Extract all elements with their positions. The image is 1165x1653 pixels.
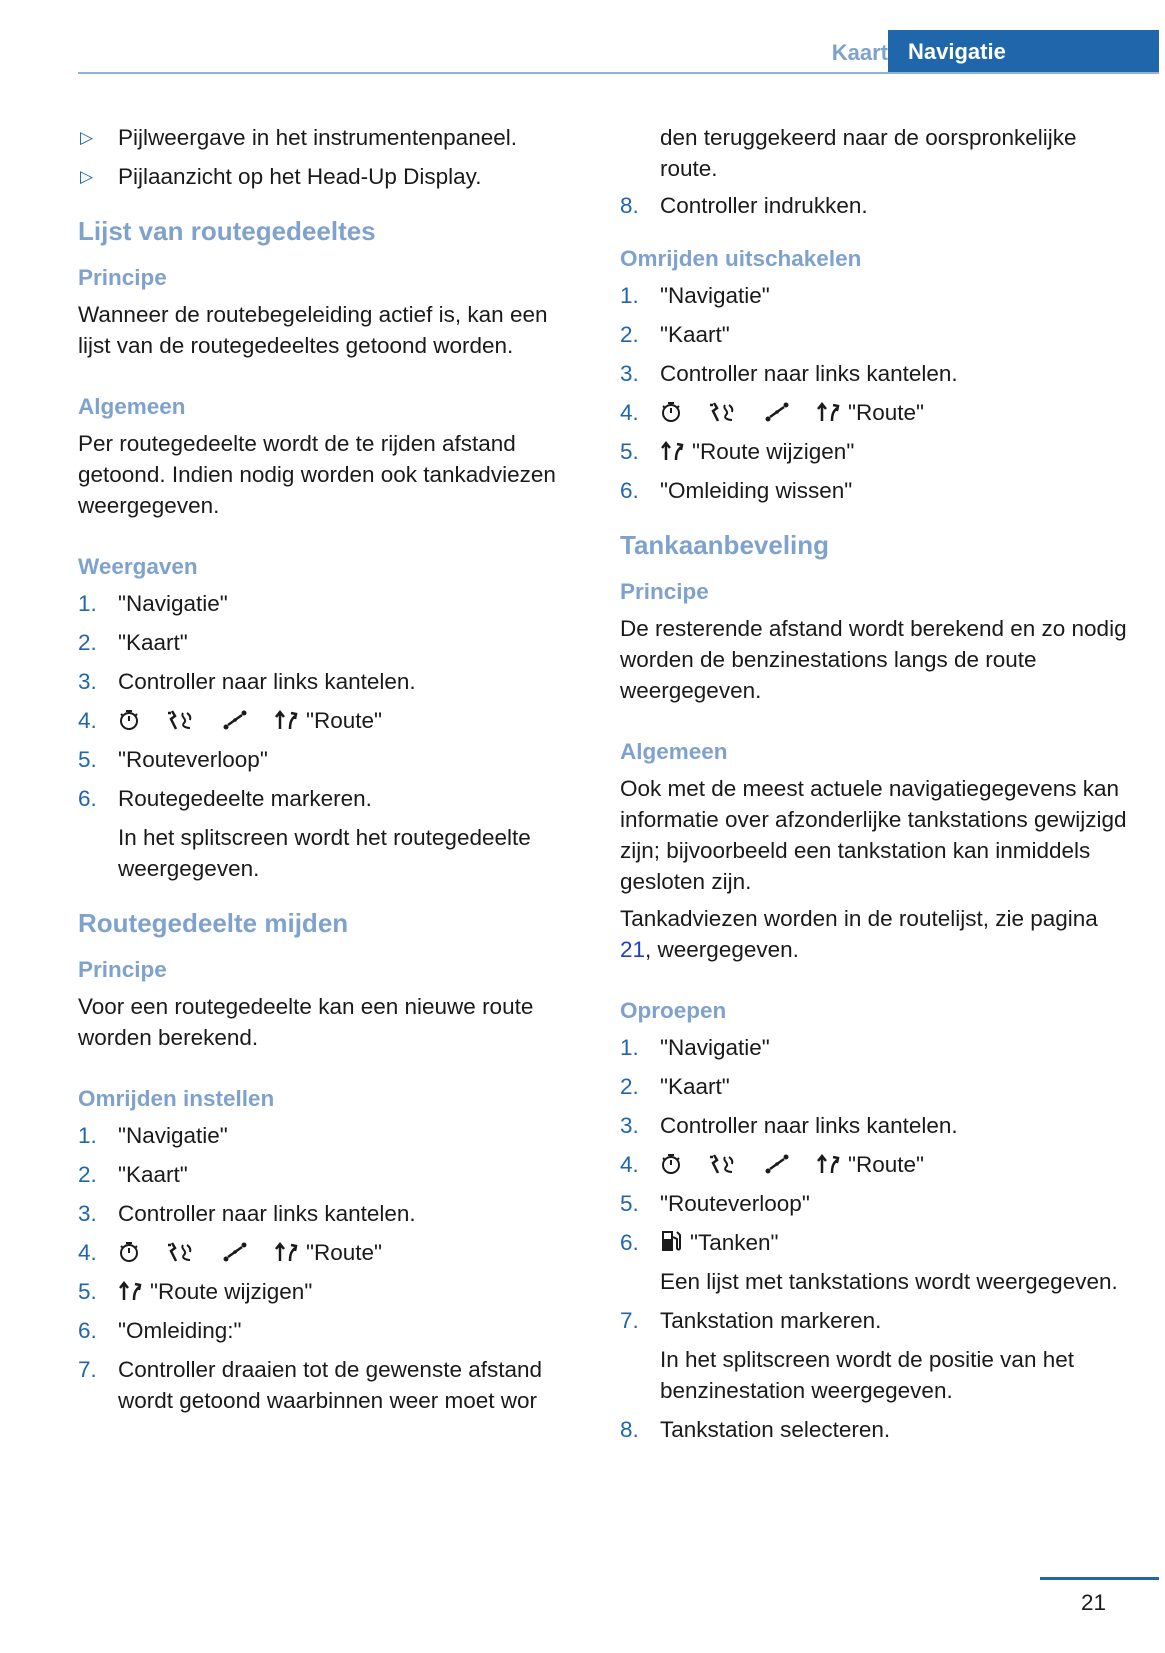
step-number: 1.: [78, 591, 97, 616]
step-item: [620, 397, 1130, 428]
step-number: 3.: [78, 1201, 97, 1226]
steps-list: [78, 588, 583, 884]
step-text: Tankstation selecteren.: [660, 1417, 891, 1442]
step-subtext: In het splitscreen wordt het routegedeelte weergegeven.: [118, 825, 531, 881]
fuel-pump-icon: [660, 1229, 682, 1253]
step-text: Controller naar links kantelen.: [660, 1113, 958, 1138]
route-arrows-icon: [660, 440, 684, 462]
step-item: [78, 705, 583, 736]
subsection-title: Principe: [620, 579, 709, 604]
step-subtext: Een lijst met tankstations wordt weergegeven.: [660, 1269, 1118, 1294]
bullet-text: Pijlweergave in het instrumentenpaneel.: [118, 125, 517, 150]
step-item: [620, 1032, 1130, 1063]
step-item: [78, 627, 583, 658]
step-text: "Route wijzigen": [692, 439, 855, 464]
step-item: [620, 475, 1130, 506]
footer-divider: [1040, 1577, 1159, 1580]
step-item: [620, 280, 1130, 311]
step-text: "Navigatie": [118, 1123, 228, 1148]
step-item: [620, 1414, 1130, 1445]
step-item: [620, 190, 1130, 221]
step-number: 3.: [620, 1113, 639, 1138]
step-number: 1.: [78, 1123, 97, 1148]
step-item: [620, 1227, 1130, 1297]
steps-list: [620, 280, 1130, 506]
header-divider: [78, 72, 1159, 74]
step-text: "Navigatie": [660, 283, 770, 308]
step-text: "Route wijzigen": [150, 1279, 313, 1304]
bullet-text: Pijlaanzicht op het Head-Up Display.: [118, 164, 482, 189]
step-number: 4.: [78, 1240, 97, 1265]
subsection-title: Omrijden uitschakelen: [620, 246, 862, 271]
traffic-icon: [708, 401, 738, 423]
step-text: "Kaart": [660, 322, 730, 347]
stopwatch-icon: [660, 401, 682, 423]
step-number: 5.: [620, 439, 639, 464]
route-line-icon: [764, 401, 790, 423]
subsection-title: Omrijden instellen: [78, 1086, 275, 1111]
step-number: 6.: [78, 1318, 97, 1343]
step-subtext: In het splitscreen wordt de positie van het benzinestation weergegeven.: [660, 1347, 1074, 1403]
subsection-title: Weergaven: [78, 554, 198, 579]
paragraph-continuation: den teruggekeerd naar de oorspronkelijke route.: [660, 125, 1077, 181]
step-number: 7.: [620, 1308, 639, 1333]
step-text: Tankstation markeren.: [660, 1308, 882, 1333]
step-number: 5.: [78, 1279, 97, 1304]
step-text: "Route": [848, 400, 925, 425]
step-number: 6.: [620, 1230, 639, 1255]
subsection-title: Principe: [78, 265, 167, 290]
step-item: [620, 1149, 1130, 1180]
right-column: [620, 122, 1130, 1453]
step-number: 2.: [620, 322, 639, 347]
stopwatch-icon: [118, 1241, 140, 1263]
list-item: [78, 161, 583, 192]
subsection-title: Algemeen: [620, 739, 728, 764]
step-item: [620, 319, 1130, 350]
step-number: 4.: [620, 1152, 639, 1177]
step-item: [78, 744, 583, 775]
bullet-triangle-icon: ▷: [80, 167, 94, 186]
step-text: "Tanken": [690, 1230, 779, 1255]
section-title: Lijst van routegedeeltes: [78, 216, 376, 246]
step-item: [620, 1305, 1130, 1406]
step-number: 6.: [78, 786, 97, 811]
step-text: "Kaart": [660, 1074, 730, 1099]
paragraph: [620, 903, 1130, 965]
step-number: 2.: [78, 1162, 97, 1187]
step-number: 8.: [620, 193, 639, 218]
step-number: 3.: [78, 669, 97, 694]
step-item: [620, 1110, 1130, 1141]
step-text: "Routeverloop": [660, 1191, 810, 1216]
step-text: "Routeverloop": [118, 747, 268, 772]
subsection-title: Principe: [78, 957, 167, 982]
section-title: Routegedeelte mijden: [78, 908, 349, 938]
step-number: 2.: [78, 630, 97, 655]
route-arrows-icon: [118, 1280, 142, 1302]
step-item: [78, 1276, 583, 1307]
step-item: [78, 1354, 583, 1416]
route-arrows-icon: [274, 1241, 298, 1263]
step-item: [78, 783, 583, 884]
traffic-icon: [166, 1241, 196, 1263]
step-text: Routegedeelte markeren.: [118, 786, 372, 811]
list-item: [78, 122, 583, 153]
step-item: [78, 1120, 583, 1151]
traffic-icon: [708, 1153, 738, 1175]
route-arrows-icon: [816, 1153, 840, 1175]
step-text: "Omleiding:": [118, 1318, 242, 1343]
route-line-icon: [764, 1153, 790, 1175]
step-number: 1.: [620, 1035, 639, 1060]
step-text: "Route": [848, 1152, 925, 1177]
section-title: Tankaanbeveling: [620, 530, 830, 560]
steps-list: [78, 1120, 583, 1416]
step-text: "Kaart": [118, 630, 188, 655]
route-line-icon: [222, 709, 248, 731]
step-item: [78, 1237, 583, 1268]
page-number: 21: [1080, 1590, 1106, 1615]
step-item: [78, 1315, 583, 1346]
traffic-icon: [166, 709, 196, 731]
step-text: "Navigatie": [118, 591, 228, 616]
bullet-list: [78, 122, 583, 192]
tab-kaart[interactable]: Kaart: [831, 40, 888, 65]
step-item: [78, 1159, 583, 1190]
step-number: 8.: [620, 1417, 639, 1442]
step-text: "Route": [306, 708, 383, 733]
route-arrows-icon: [274, 709, 298, 731]
page-link[interactable]: 21: [620, 937, 646, 962]
steps-list: [620, 1032, 1130, 1445]
step-text: Controller naar links kantelen.: [660, 361, 958, 386]
step-text: Controller indrukken.: [660, 193, 868, 218]
paragraph-text: , weergegeven.: [645, 937, 799, 962]
step-number: 3.: [620, 361, 639, 386]
step-item: [78, 1198, 583, 1229]
step-number: 1.: [620, 283, 639, 308]
stopwatch-icon: [660, 1153, 682, 1175]
step-number: 7.: [78, 1357, 97, 1382]
stopwatch-icon: [118, 709, 140, 731]
tab-navigatie[interactable]: Navigatie: [888, 30, 1159, 74]
step-text: "Route": [306, 1240, 383, 1265]
route-line-icon: [222, 1241, 248, 1263]
step-number: 2.: [620, 1074, 639, 1099]
bullet-triangle-icon: ▷: [80, 128, 94, 147]
step-text: "Kaart": [118, 1162, 188, 1187]
step-item: [620, 1071, 1130, 1102]
step-number: 6.: [620, 478, 639, 503]
left-column: [78, 122, 583, 1424]
route-arrows-icon: [816, 401, 840, 423]
step-item: [78, 588, 583, 619]
step-text: Controller draaien tot de gewenste afstand wordt getoond waarbinnen weer moet wor: [118, 1357, 543, 1413]
paragraph: Per routegedeelte wordt de te rijden afstand getoond. Indien nodig worden ook tankadviezen weergegeven.: [78, 431, 556, 518]
step-item: [620, 436, 1130, 467]
step-number: 5.: [620, 1191, 639, 1216]
step-number: 5.: [78, 747, 97, 772]
step-item: [620, 358, 1130, 389]
paragraph-text: Tankadviezen worden in de routelijst, zie pagina: [620, 906, 1098, 931]
step-text: "Navigatie": [660, 1035, 770, 1060]
step-number: 4.: [620, 400, 639, 425]
paragraph: Wanneer de routebegeleiding actief is, kan een lijst van de routegedeeltes getoond worden.: [78, 302, 548, 358]
subsection-title: Oproepen: [620, 998, 727, 1023]
step-text: Controller naar links kantelen.: [118, 1201, 416, 1226]
step-text: "Omleiding wissen": [660, 478, 853, 503]
paragraph: De resterende afstand wordt berekend en zo nodig worden de benzinestations langs de route weergegeven.: [620, 616, 1127, 703]
paragraph: Voor een routegedeelte kan een nieuwe route worden berekend.: [78, 994, 534, 1050]
step-number: 4.: [78, 708, 97, 733]
step-text: Controller naar links kantelen.: [118, 669, 416, 694]
steps-list: [620, 190, 1130, 221]
step-item: [78, 666, 583, 697]
paragraph: Ook met de meest actuele navigatiegegevens kan informatie over afzonderlijke tankstations gewijzigd zijn; bijvoorbeeld een tankstation kan inmiddels gesloten zijn.: [620, 776, 1127, 894]
subsection-title: Algemeen: [78, 394, 186, 419]
step-item: [620, 1188, 1130, 1219]
